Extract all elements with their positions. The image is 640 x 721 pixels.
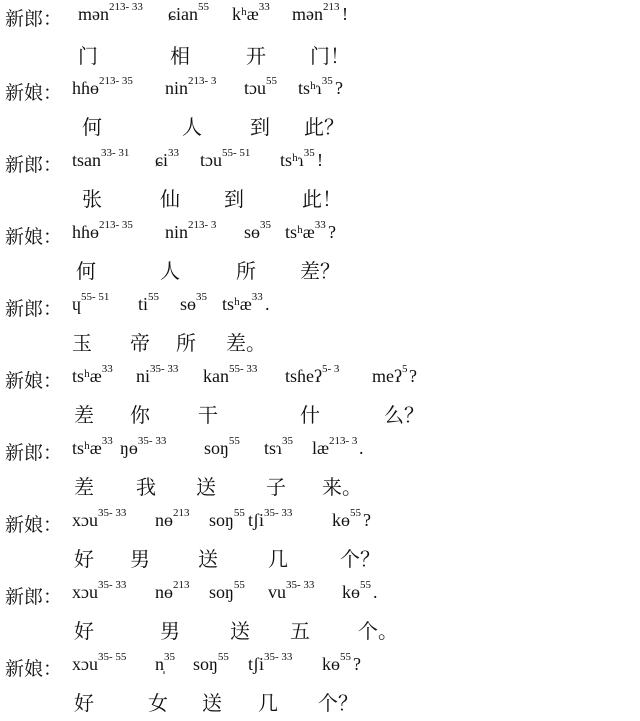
tone-mark: 35 xyxy=(260,219,272,231)
chinese-character: 所 xyxy=(236,259,256,283)
end-punctuation: ? xyxy=(363,510,371,530)
speaker-label: 新郎： xyxy=(5,8,63,30)
tone-mark: 35- 33 xyxy=(98,507,127,519)
chinese-character: 么？ xyxy=(384,403,424,427)
syllable xyxy=(244,219,272,243)
speaker-label: 新郎： xyxy=(5,442,63,464)
syllable xyxy=(120,435,167,459)
chinese-character: 相 xyxy=(170,44,190,68)
syllable xyxy=(203,363,258,387)
tone-mark: 35 xyxy=(196,291,208,303)
dialogue-line-chinese xyxy=(0,469,640,505)
syllable-base: ɥ xyxy=(72,294,81,314)
end-punctuation: . xyxy=(265,294,270,314)
chinese-character: 个？ xyxy=(340,547,380,571)
chinese-character: 差？ xyxy=(300,259,340,283)
syllable xyxy=(155,579,190,603)
chinese-character: 到 xyxy=(224,187,244,211)
chinese-character: 什 xyxy=(300,403,320,427)
tone-mark: 33 xyxy=(251,291,263,303)
syllable-base: soŋ xyxy=(193,654,218,674)
syllable-base: sɵ xyxy=(244,222,261,242)
syllable-base: nɵ xyxy=(155,510,173,530)
tone-mark: 55 xyxy=(350,507,361,519)
syllable-base: hɦɵ xyxy=(72,222,99,242)
syllable-base: ti xyxy=(138,294,149,314)
dialogue-line-phonetic xyxy=(0,578,640,614)
chinese-character: 到 xyxy=(250,115,270,139)
tone-mark: 55- 33 xyxy=(229,363,258,375)
syllable-base: tʃi xyxy=(248,510,264,530)
syllable-base: kɵ xyxy=(332,510,350,530)
syllable xyxy=(193,651,229,675)
dialogue-line-phonetic xyxy=(0,290,640,326)
chinese-character: 几 xyxy=(268,547,288,571)
syllable-base: tsan xyxy=(72,150,101,170)
chinese-character: 开 xyxy=(246,44,266,68)
syllable-base: vu xyxy=(268,582,286,602)
syllable xyxy=(72,435,113,459)
syllable-base: n̩ xyxy=(155,654,164,674)
syllable-base: tsʰæ xyxy=(285,222,315,242)
tone-mark: 35- 33 xyxy=(150,363,179,375)
syllable xyxy=(280,147,315,171)
tone-mark: 55 xyxy=(217,651,229,663)
syllable-base: tsʰɿ xyxy=(280,150,304,170)
tone-mark: 55- 51 xyxy=(222,147,251,159)
syllable xyxy=(72,291,110,315)
chinese-character: 干 xyxy=(198,403,218,427)
syllable-base: tsʰɿ xyxy=(298,78,322,98)
tone-mark: 33 xyxy=(101,363,113,375)
syllable xyxy=(204,435,240,459)
chinese-character: 所 xyxy=(176,331,196,355)
tone-mark: 213- 3 xyxy=(188,219,217,231)
chinese-character: 差。 xyxy=(226,331,266,355)
tone-mark: 213- 3 xyxy=(329,435,358,447)
dialogue-line-chinese xyxy=(0,685,640,721)
tone-mark: 35- 33 xyxy=(286,579,315,591)
syllable xyxy=(138,291,160,315)
syllable xyxy=(165,75,217,99)
syllable-base: sɵ xyxy=(180,294,197,314)
syllable-base: tsʰæ xyxy=(222,294,252,314)
syllable-base: tsɦeʔ xyxy=(285,366,322,386)
syllable xyxy=(165,219,217,243)
syllable xyxy=(248,651,293,675)
syllable xyxy=(72,75,133,99)
syllable xyxy=(244,75,277,99)
syllable xyxy=(298,75,333,99)
chinese-character: 男 xyxy=(130,547,150,571)
tone-mark: 55 xyxy=(360,579,371,591)
syllable-base: soŋ xyxy=(209,582,234,602)
syllable xyxy=(285,219,326,243)
syllable xyxy=(292,1,340,25)
speaker-label: 新娘： xyxy=(5,82,63,104)
tone-mark: 213 xyxy=(173,507,190,519)
chinese-character: 人 xyxy=(160,259,180,283)
syllable xyxy=(232,1,270,25)
chinese-character: 几 xyxy=(258,691,278,715)
tone-mark: 35- 55 xyxy=(98,651,127,663)
tone-mark: 213- 3 xyxy=(188,75,217,87)
tone-mark: 213- 35 xyxy=(99,219,133,231)
dialogue-line-chinese xyxy=(0,109,640,145)
chinese-character: 送 xyxy=(202,691,222,715)
tone-mark: 55 xyxy=(148,291,160,303)
syllable-base: nɵ xyxy=(155,582,173,602)
syllable-base: kan xyxy=(203,366,229,386)
syllable-base: tʃi xyxy=(248,654,264,674)
tone-mark: 35 xyxy=(321,75,333,87)
speaker-label: 新郎： xyxy=(5,586,63,608)
syllable-base: ŋɵ xyxy=(120,438,138,458)
syllable-base: mən xyxy=(78,4,109,24)
end-punctuation: ? xyxy=(328,222,336,242)
syllable xyxy=(209,579,245,603)
speaker-label: 新娘： xyxy=(5,658,63,680)
syllable-base: tɔu xyxy=(200,150,222,170)
end-punctuation: ! xyxy=(342,4,348,24)
tone-mark: 213- 33 xyxy=(109,1,143,13)
dialogue-line-chinese xyxy=(0,397,640,433)
tone-mark: 55 xyxy=(233,507,245,519)
chinese-character: 女 xyxy=(148,691,168,715)
chinese-character: 帝 xyxy=(130,331,150,355)
syllable xyxy=(72,579,127,603)
dialogue-line-chinese xyxy=(0,38,640,74)
tone-mark: 213 xyxy=(173,579,190,591)
syllable xyxy=(78,1,143,25)
syllable xyxy=(155,507,190,531)
dialogue-line-phonetic xyxy=(0,74,640,110)
chinese-character: 送 xyxy=(196,475,216,499)
chinese-character: 好 xyxy=(74,691,94,715)
tone-mark: 35 xyxy=(303,147,315,159)
syllable-base: kɵ xyxy=(322,654,340,674)
chinese-character: 门 xyxy=(78,44,98,68)
tone-mark: 5 xyxy=(401,363,408,375)
syllable xyxy=(248,507,293,531)
syllable xyxy=(209,507,245,531)
chinese-character: 男 xyxy=(160,619,180,643)
tone-mark: 55- 51 xyxy=(81,291,110,303)
end-punctuation: ? xyxy=(409,366,417,386)
syllable-base: ɕian xyxy=(168,4,198,24)
dialogue-line-chinese xyxy=(0,181,640,217)
chinese-character: 差 xyxy=(74,403,94,427)
syllable xyxy=(72,363,113,387)
dialogue-line-phonetic xyxy=(0,146,640,182)
end-punctuation: ? xyxy=(353,654,361,674)
tone-mark: 55 xyxy=(228,435,240,447)
tone-mark: 35- 33 xyxy=(98,579,127,591)
chinese-character: 个。 xyxy=(358,619,398,643)
syllable-base: tsɿ xyxy=(264,438,282,458)
end-punctuation: ? xyxy=(335,78,343,98)
chinese-character: 好 xyxy=(74,547,94,571)
tone-mark: 213 xyxy=(323,1,340,13)
chinese-character: 张 xyxy=(82,187,102,211)
syllable-base: mən xyxy=(292,4,323,24)
chinese-character: 个？ xyxy=(318,691,358,715)
dialogue-line-chinese xyxy=(0,253,640,289)
end-punctuation: . xyxy=(359,438,364,458)
syllable xyxy=(342,579,371,603)
syllable-base: soŋ xyxy=(204,438,229,458)
speaker-label: 新郎： xyxy=(5,154,63,176)
chinese-character: 来。 xyxy=(322,475,362,499)
syllable xyxy=(312,435,358,459)
dialogue-line-chinese xyxy=(0,325,640,361)
syllable-base: nin xyxy=(165,78,189,98)
tone-mark: 35- 33 xyxy=(264,651,293,663)
syllable xyxy=(200,147,251,171)
tone-mark: 35 xyxy=(164,651,175,663)
syllable xyxy=(268,579,315,603)
tone-mark: 35- 33 xyxy=(264,507,293,519)
syllable-base: meʔ xyxy=(372,366,402,386)
syllable-base: ni xyxy=(136,366,151,386)
syllable-base: tsʰæ xyxy=(72,366,102,386)
syllable xyxy=(72,507,127,531)
dialogue-line-phonetic xyxy=(0,362,640,398)
syllable xyxy=(72,651,127,675)
tone-mark: 33- 31 xyxy=(101,147,130,159)
dialogue-line-phonetic xyxy=(0,506,640,542)
chinese-character: 门！ xyxy=(310,44,350,68)
tone-mark: 55 xyxy=(233,579,245,591)
syllable-base: xɔu xyxy=(72,510,98,530)
chinese-character: 子 xyxy=(266,475,286,499)
chinese-character: 你 xyxy=(130,403,150,427)
chinese-character: 何 xyxy=(76,259,96,283)
dialogue-line-phonetic xyxy=(0,650,640,686)
chinese-character: 送 xyxy=(230,619,250,643)
chinese-character: 此！ xyxy=(302,187,342,211)
dialogue-line-chinese xyxy=(0,541,640,577)
tone-mark: 33 xyxy=(168,147,179,159)
syllable xyxy=(322,651,351,675)
chinese-character: 人 xyxy=(182,115,202,139)
syllable-base: xɔu xyxy=(72,582,98,602)
syllable xyxy=(285,363,340,387)
syllable xyxy=(136,363,179,387)
tone-mark: 35- 33 xyxy=(137,435,167,447)
dialogue-line-phonetic xyxy=(0,218,640,254)
chinese-character: 此？ xyxy=(304,115,344,139)
tone-mark: 55 xyxy=(197,1,209,13)
syllable-base: kɵ xyxy=(342,582,360,602)
syllable xyxy=(72,219,133,243)
chinese-character: 何 xyxy=(82,115,102,139)
chinese-character: 玉 xyxy=(72,331,92,355)
speaker-label: 新娘： xyxy=(5,370,63,392)
tone-mark: 33 xyxy=(314,219,326,231)
syllable xyxy=(180,291,208,315)
syllable-base: hɦɵ xyxy=(72,78,99,98)
tone-mark: 213- 35 xyxy=(99,75,133,87)
dialogue-line-chinese xyxy=(0,613,640,649)
tone-mark: 55 xyxy=(266,75,277,87)
syllable xyxy=(168,1,209,25)
tone-mark: 33 xyxy=(258,1,270,13)
chinese-character: 送 xyxy=(198,547,218,571)
chinese-character: 差 xyxy=(74,475,94,499)
syllable xyxy=(222,291,263,315)
syllable-base: soŋ xyxy=(209,510,234,530)
tone-mark: 33 xyxy=(101,435,113,447)
syllable-base: læ xyxy=(312,438,330,458)
syllable-base: kʰæ xyxy=(232,4,259,24)
chinese-character: 我 xyxy=(136,475,156,499)
syllable-base: nin xyxy=(165,222,189,242)
chinese-character: 仙 xyxy=(160,187,180,211)
syllable xyxy=(372,363,408,387)
dialogue-line-phonetic xyxy=(0,0,640,36)
chinese-character: 五 xyxy=(290,619,310,643)
syllable xyxy=(155,651,175,675)
syllable-base: ɕi xyxy=(155,150,168,170)
syllable xyxy=(264,435,293,459)
dialogue-line-phonetic xyxy=(0,434,640,470)
syllable-base: tsʰæ xyxy=(72,438,102,458)
syllable xyxy=(155,147,179,171)
speaker-label: 新郎： xyxy=(5,298,63,320)
syllable xyxy=(332,507,361,531)
tone-mark: 55 xyxy=(340,651,351,663)
end-punctuation: ! xyxy=(317,150,323,170)
speaker-label: 新娘： xyxy=(5,514,63,536)
syllable-base: xɔu xyxy=(72,654,98,674)
tone-mark: 5- 3 xyxy=(321,363,340,375)
speaker-label: 新娘： xyxy=(5,226,63,248)
syllable-base: tɔu xyxy=(244,78,266,98)
end-punctuation: . xyxy=(373,582,378,602)
tone-mark: 35 xyxy=(282,435,293,447)
chinese-character: 好 xyxy=(74,619,94,643)
syllable xyxy=(72,147,130,171)
